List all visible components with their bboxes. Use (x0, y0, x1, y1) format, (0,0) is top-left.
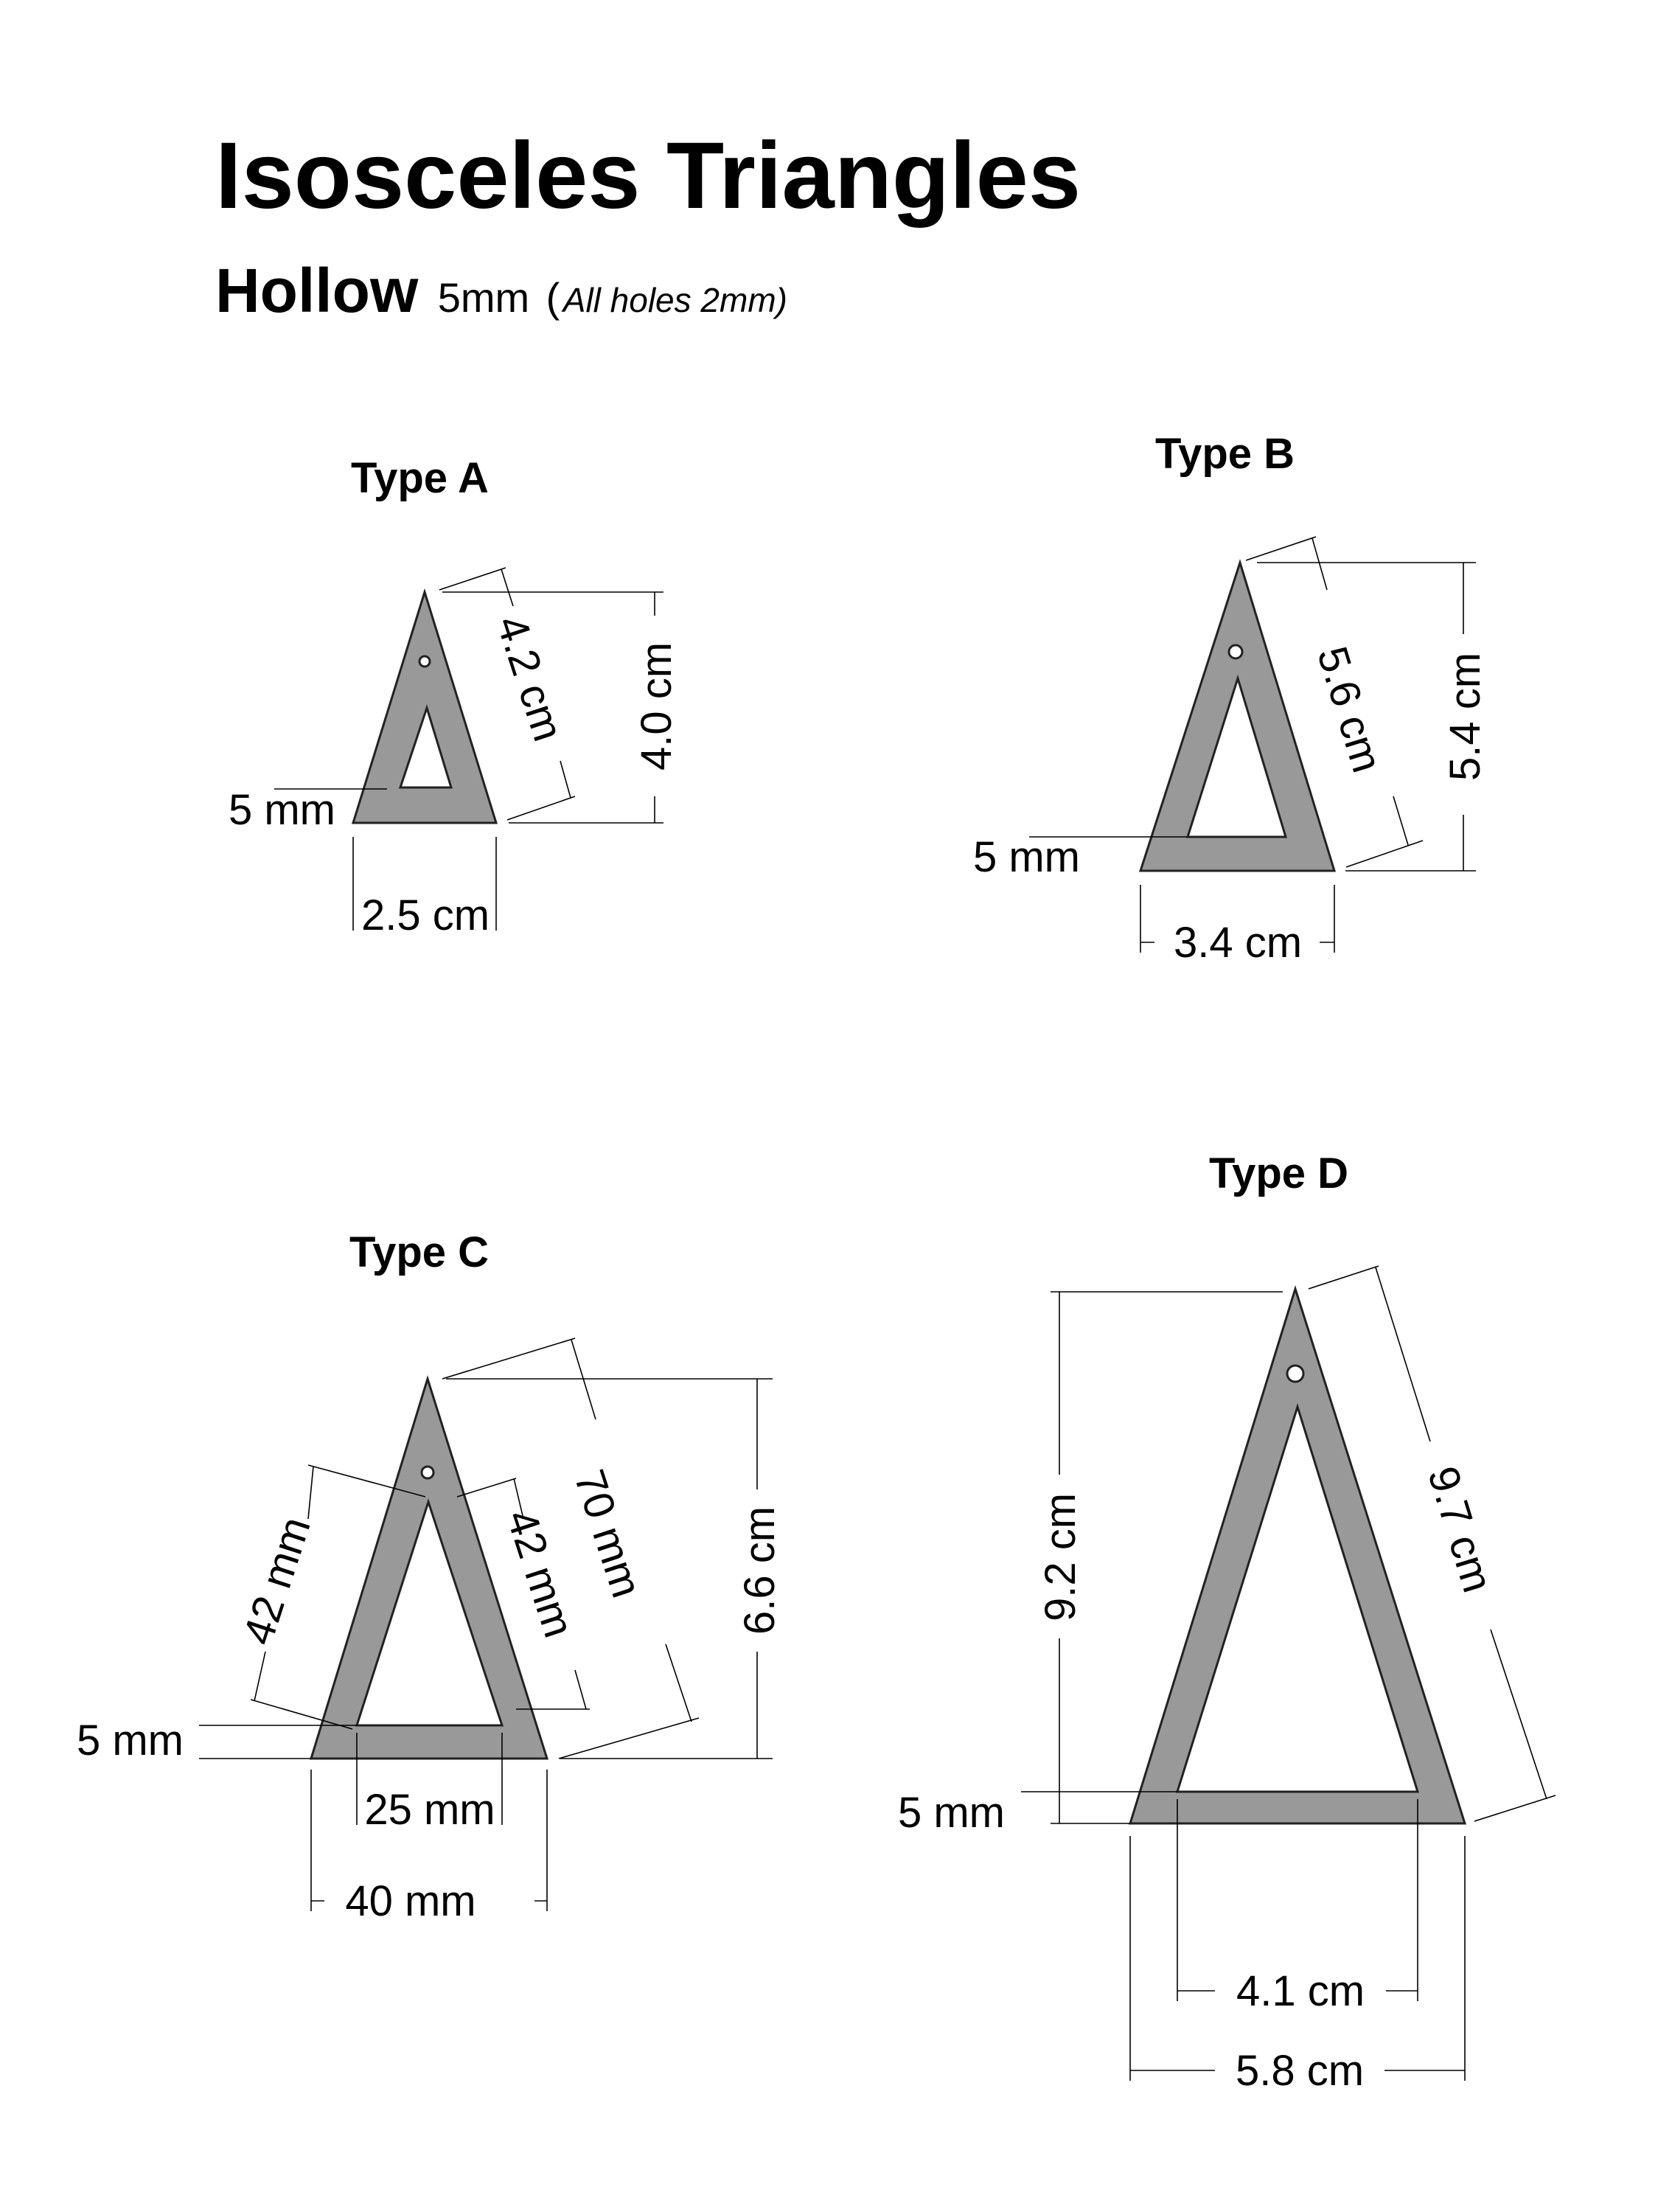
type-d-side-line-bottom (1491, 1630, 1547, 1799)
type-a-label: Type A (351, 454, 489, 502)
subtitle-note-open: ( (546, 274, 560, 321)
type-c-inner-right-label: 42 mm (497, 1503, 583, 1644)
type-d-base-label: 5.8 cm (1235, 2047, 1365, 2095)
type-c-side-label: 70 mm (565, 1464, 651, 1604)
type-a-height-label: 4.0 cm (633, 641, 680, 771)
type-a-side-ext-top (439, 568, 506, 590)
type-c-inner-left-label: 42 mm (234, 1511, 320, 1651)
type-c-label: Type C (349, 1228, 490, 1276)
type-d-inner-base-label: 4.1 cm (1236, 1967, 1365, 2015)
type-d-label: Type D (1209, 1150, 1349, 1197)
type-d-height-label: 9.2 cm (1037, 1492, 1084, 1622)
subtitle-note: All holes 2mm) (562, 281, 787, 319)
type-d-side-line-top (1376, 1267, 1430, 1441)
type-b-side-line-top (1312, 538, 1327, 590)
type-c-hole (422, 1467, 433, 1478)
type-c-inner-left-line-top (308, 1467, 313, 1519)
type-c-inner-right-ext-top (457, 1478, 516, 1497)
type-b-height-label: 5.4 cm (1441, 652, 1489, 782)
type-b-group (973, 430, 1489, 967)
type-b-label: Type B (1155, 430, 1295, 478)
type-c-border-label: 5 mm (77, 1717, 184, 1764)
type-a-side-label: 4.2 cm (487, 610, 573, 747)
type-a-side-line-bottom (560, 761, 571, 798)
type-c-inner-base-label: 25 mm (364, 1786, 495, 1834)
type-a-group (229, 454, 680, 939)
type-d-side-label: 9.7 cm (1418, 1461, 1502, 1599)
subtitle-thickness: 5mm (437, 274, 530, 321)
type-b-base-label: 3.4 cm (1173, 919, 1303, 967)
type-d-group (898, 1150, 1556, 2095)
type-c-inner-left-line-bottom (254, 1652, 265, 1701)
type-c-side-line-bottom (666, 1644, 692, 1722)
subtitle-hollow: Hollow (215, 256, 419, 325)
type-a-hole (419, 656, 430, 667)
type-c-side-line-top (571, 1340, 596, 1419)
type-d-side-ext-top (1309, 1266, 1379, 1289)
type-b-side-ext-bottom (1346, 841, 1423, 867)
type-a-border-label: 5 mm (229, 786, 335, 834)
type-a-base-label: 2.5 cm (360, 891, 490, 939)
page-subtitle (215, 256, 787, 325)
type-c-side-ext-bottom (559, 1718, 699, 1759)
type-a-side-ext-bottom (507, 796, 575, 820)
type-d-hole (1287, 1366, 1303, 1382)
type-c-side-ext-top (442, 1338, 575, 1379)
type-c-inner-right-line-bottom (575, 1670, 586, 1709)
type-b-side-label: 5.6 cm (1308, 641, 1392, 779)
page-title: Isosceles Triangles (215, 123, 1081, 229)
type-b-side-ext-top (1246, 537, 1316, 560)
type-b-border-label: 5 mm (973, 833, 1080, 881)
type-d-side-ext-bottom (1474, 1795, 1556, 1821)
type-c-height-label: 6.6 cm (736, 1506, 784, 1635)
type-b-side-line-bottom (1393, 796, 1408, 845)
type-b-hole (1229, 645, 1242, 658)
type-d-border-label: 5 mm (898, 1789, 1005, 1837)
type-c-base-label: 40 mm (345, 1877, 476, 1925)
type-a-side-line-top (501, 569, 513, 606)
type-c-group (77, 1228, 784, 1925)
